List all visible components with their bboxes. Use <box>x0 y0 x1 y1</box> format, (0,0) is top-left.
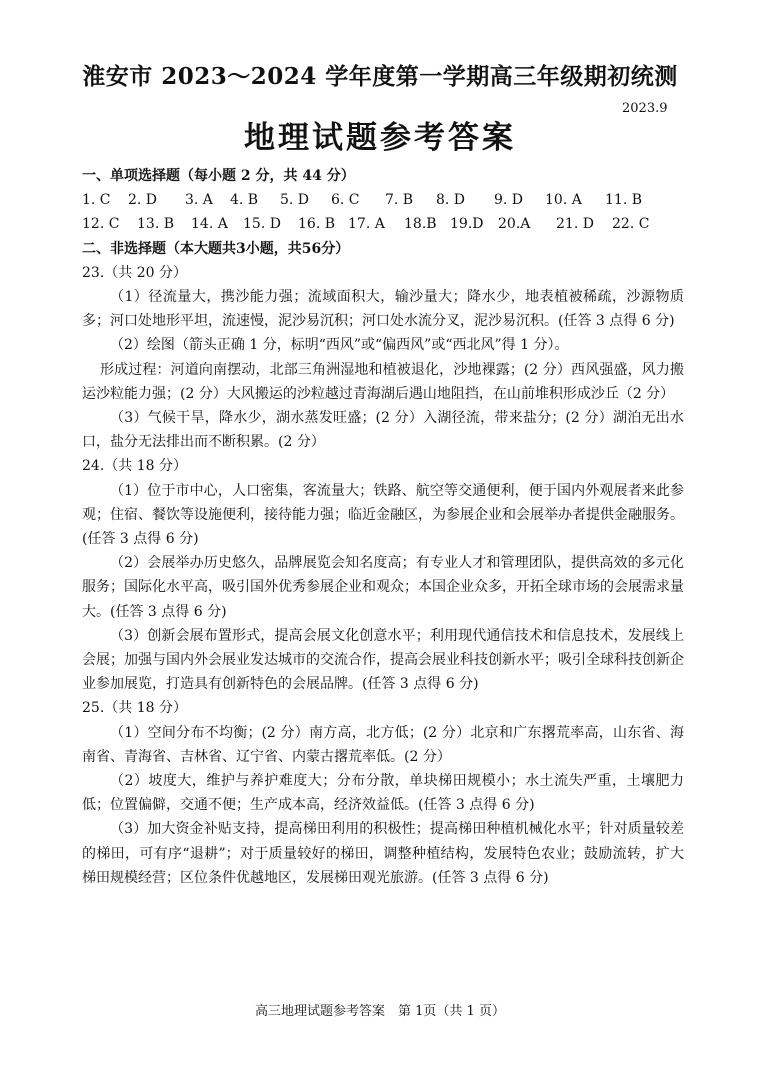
q23-answer-1: （1）径流量大，携沙能力强；流域面积大，输沙量大；降水少，地表植被稀疏，沙源物质多；河口处地形平坦，流速慢，泥沙易沉积；河口处水流分叉，泥沙易沉积。(任答 3 点得 6 分) <box>82 288 684 330</box>
answer-item: 5. D <box>280 192 310 209</box>
answer-row-2 <box>82 212 684 236</box>
answer-item: 9. D <box>494 192 524 209</box>
q23-formation-process: 形成过程：河道向南摆动，北部三角洲湿地和植被退化，沙地裸露；(2 分）西风强盛，风力搬运沙粒能力强；(2 分）大风搬运的沙粒越过青海湖后遇山地阻挡，在山前堆积形成沙丘（2 分） <box>82 361 684 402</box>
answer-item: 20.A <box>498 216 531 233</box>
page-footer: 高三地理试题参考答案 第 1页（共 1 页） <box>255 1004 505 1019</box>
q23-answer-2: （2）绘图（箭头正确 1 分，标明“西风”或“偏西风”或“西北风”得 1 分）。 <box>110 337 569 354</box>
answer-item: 18.B <box>404 216 437 233</box>
answer-item: 4. B <box>230 192 259 209</box>
answer-item: 13. B <box>137 216 175 233</box>
answer-item: 11. B <box>605 192 643 209</box>
exam-title: 淮安市 2023～2024 学年度第一学期高三年级期初统测 <box>82 63 678 90</box>
answer-item: 16. B <box>298 216 336 233</box>
q24-answer-3: （3）创新会展布置形式，提高会展文化创意水平；利用现代通信技术和信息技术，发展线上会展；加强与国内外会展业发达城市的交流合作，提高会展业科技创新水平；吸引全球科技创新企业参加展览，打造具有创新特色的会展品牌。(任答 3 点得 6 分) <box>82 627 684 693</box>
question-25-heading: 25.（共 18 分） <box>82 700 187 717</box>
answer-item: 1. C <box>82 192 111 209</box>
q24-answer-2: （2）会展举办历史悠久，品牌展览会知名度高；有专业人才和管理团队，提供高效的多元化服务；国际化水平高，吸引国外优秀参展企业和观众；本国企业众多，开拓全球市场的会展需求量大。(任答 3 点得 6 分) <box>82 555 684 620</box>
q23-answer-3: （3）气候干旱，降水少，湖水蒸发旺盛；(2 分）入湖径流，带来盐分；(2 分）湖泊无出水口，盐分无法排出而不断积累。(2 分） <box>82 410 684 451</box>
section2-heading: 二、非选择题（本大题共3小题，共56分） <box>82 240 350 257</box>
answer-item: 10. A <box>545 192 582 209</box>
q25-answer-3: （3）加大资金补贴支持，提高梯田利用的积极性；提高梯田种植机械化水平；针对质量较差的梯田，可有序“退耕”；对于质量较好的梯田，调整种植结构，发展特色农业；鼓励流转，扩大梯田规模经营；区位条件优越地区，发展梯田观光旅游。(任答 3 点得 6 分) <box>82 821 684 886</box>
answer-item: 7. B <box>385 192 414 209</box>
q24-answer-1: （1）位于市中心，人口密集，客流量大；铁路、航空等交通便利，便于国内外观展者来此参观；住宿、餐饮等设施便利，接待能力强；临近金融区，为参展企业和会展举办者提供金融服务。(任答 3 点得 6 分) <box>82 482 684 548</box>
answer-item: 17. A <box>348 216 385 233</box>
answer-item: 19.D <box>450 216 484 233</box>
answer-item: 2. D <box>128 192 158 209</box>
q25-answer-1: （1）空间分布不均衡；(2 分）南方高，北方低；(2 分）北京和广东撂荒率高，山东省、海南省、青海省、吉林省、辽宁省、内蒙古撂荒率低。(2 分） <box>82 724 684 765</box>
question-24-heading: 24.（共 18 分） <box>82 458 187 475</box>
answer-row-1 <box>82 188 684 212</box>
answer-item: 12. C <box>82 216 120 233</box>
answer-item: 22. C <box>612 216 650 233</box>
answer-item: 6. C <box>331 192 360 209</box>
answer-item: 15. D <box>243 216 281 233</box>
section1-heading: 一、单项选择题（每小题 2 分，共 44 分） <box>82 168 355 184</box>
answer-item: 21. D <box>556 216 594 233</box>
answer-item: 3. A <box>185 192 213 209</box>
q25-answer-2: （2）坡度大，维护与养护难度大；分布分散，单块梯田规模小；水土流失严重，土壤肥力低；位置偏僻，交通不便；生产成本高，经济效益低。(任答 3 点得 6 分) <box>82 773 684 814</box>
answer-content <box>82 164 684 890</box>
question-23-heading: 23.（共 20 分） <box>82 264 187 281</box>
document-subtitle: 地理试题参考答案 <box>244 120 516 156</box>
answer-item: 14. A <box>191 216 228 233</box>
answer-item: 8. D <box>436 192 466 209</box>
exam-date: 2023.9 <box>622 101 668 116</box>
